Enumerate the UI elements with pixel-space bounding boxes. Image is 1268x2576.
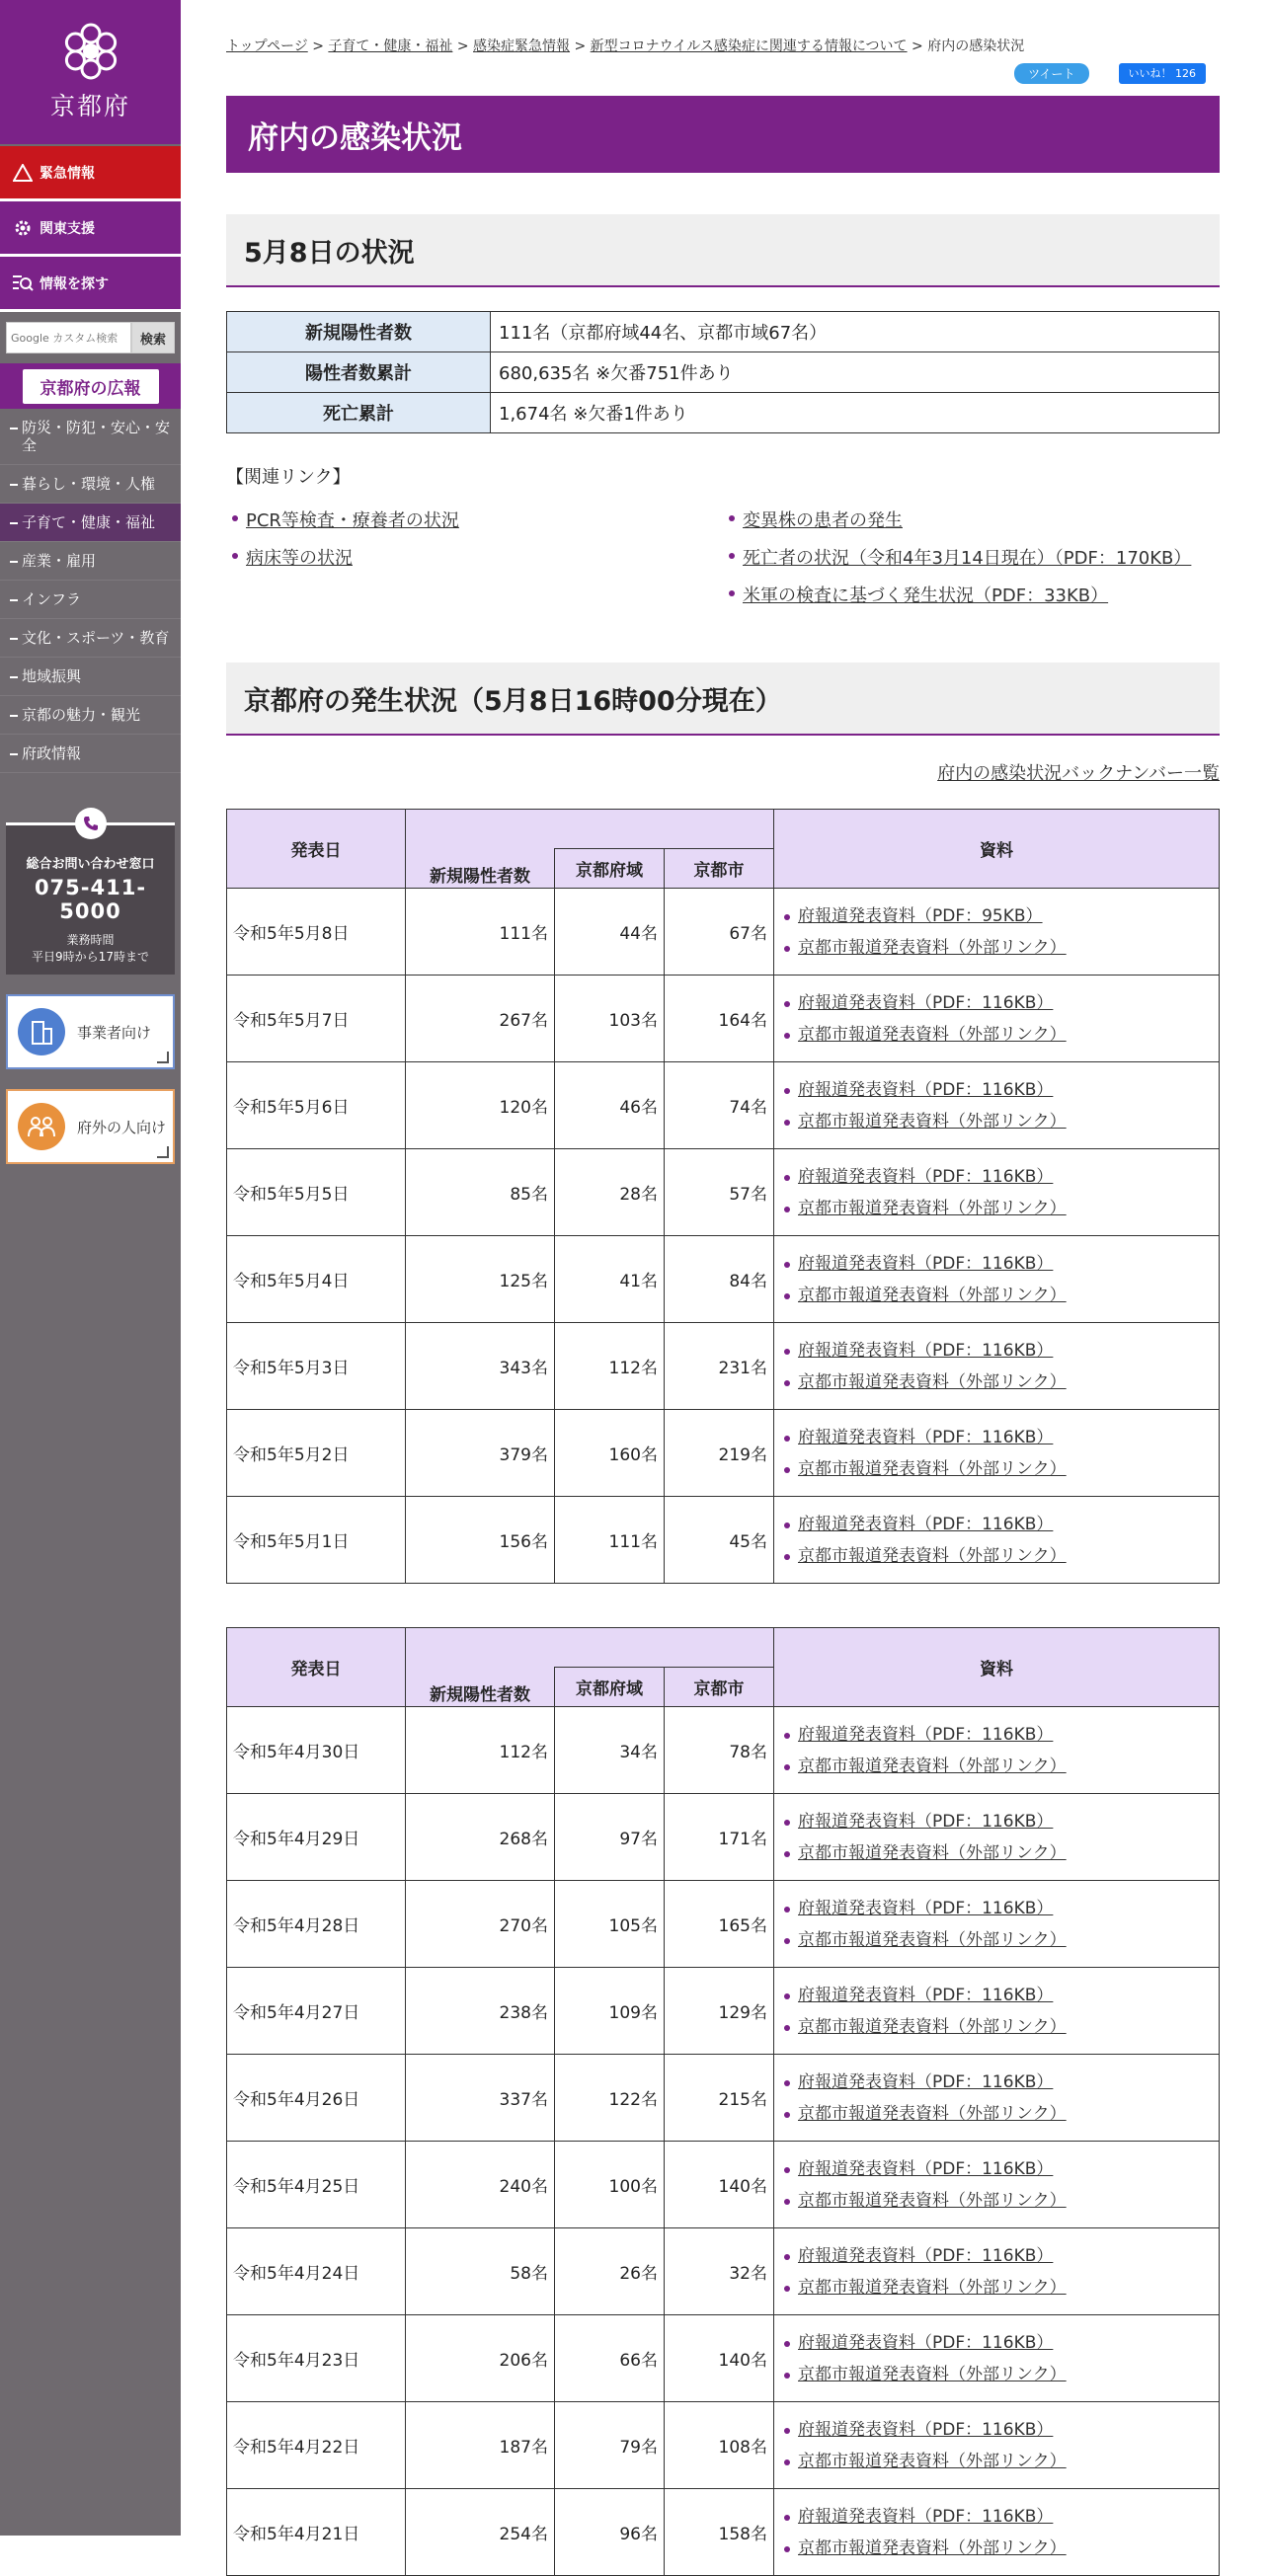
cell-date: 令和5年5月3日: [227, 1323, 406, 1410]
cell-docs: [774, 1410, 1220, 1497]
pref-press-link[interactable]: 府報道発表資料（PDF：116KB）: [782, 2501, 1218, 2533]
cell-total: 379名: [406, 1410, 555, 1497]
sidebar-item-culture[interactable]: 文化・スポーツ・教育: [0, 619, 181, 658]
breadcrumb-current: 府内の感染状況: [927, 39, 1025, 54]
cell-pref: 66名: [555, 2315, 665, 2402]
like-button[interactable]: いいね！ 126: [1119, 63, 1207, 84]
cell-city: 74名: [665, 1062, 774, 1149]
search-input[interactable]: [6, 322, 131, 353]
cell-city: 45名: [665, 1497, 774, 1584]
cell-docs: [774, 1062, 1220, 1149]
cell-date: 令和5年5月6日: [227, 1062, 406, 1149]
cell-city: 84名: [665, 1236, 774, 1323]
city-press-link[interactable]: 京都市報道発表資料（外部リンク）: [782, 932, 1218, 964]
table-row: [227, 1497, 1220, 1584]
city-press-link[interactable]: 京都市報道発表資料（外部リンク）: [782, 1193, 1218, 1224]
cell-total: 125名: [406, 1236, 555, 1323]
city-press-link[interactable]: 京都市報道発表資料（外部リンク）: [782, 2098, 1218, 2130]
table-row: [227, 1881, 1220, 1968]
city-press-link[interactable]: 京都市報道発表資料（外部リンク）: [782, 1280, 1218, 1311]
support-button[interactable]: [0, 201, 181, 257]
business-label: 事業者向け: [77, 1023, 152, 1042]
cell-city: 171名: [665, 1794, 774, 1881]
table-row: [227, 2142, 1220, 2228]
tweet-button[interactable]: ツイート: [1014, 63, 1088, 84]
pref-press-link[interactable]: 府報道発表資料（PDF：116KB）: [782, 2153, 1218, 2185]
contact-phone[interactable]: 075-411-5000: [34, 876, 147, 923]
cell-date: 令和5年4月27日: [227, 1968, 406, 2055]
city-press-link[interactable]: 京都市報道発表資料（外部リンク）: [782, 1453, 1218, 1485]
col-header-date: 発表日: [227, 810, 406, 889]
cell-total: 187名: [406, 2402, 555, 2489]
table-row: [227, 2315, 1220, 2402]
table-row: [227, 889, 1220, 976]
cell-city: 140名: [665, 2142, 774, 2228]
cell-city: 140名: [665, 2315, 774, 2402]
table-header-row: [227, 810, 1220, 849]
cell-pref: 105名: [555, 1881, 665, 1968]
table-row: [227, 2402, 1220, 2489]
pref-press-link[interactable]: 府報道発表資料（PDF：116KB）: [782, 2240, 1218, 2272]
table-row: [227, 1149, 1220, 1236]
cell-pref: 109名: [555, 1968, 665, 2055]
cell-docs: [774, 1323, 1220, 1410]
cell-total: 120名: [406, 1062, 555, 1149]
related-link[interactable]: 変異株の患者の発生: [723, 507, 1220, 532]
sidebar-item-industry[interactable]: 産業・雇用: [0, 542, 181, 581]
backnumber-link-wrap: [226, 759, 1220, 785]
cell-pref: 41名: [555, 1236, 665, 1323]
site-search: [6, 322, 175, 353]
related-link[interactable]: 病床等の状況: [226, 544, 723, 570]
cell-pref: 160名: [555, 1410, 665, 1497]
find-label: 情報を探す: [40, 275, 109, 292]
logo-text: 京都府: [49, 92, 130, 120]
pref-press-link[interactable]: 府報道発表資料（PDF：116KB）: [782, 2414, 1218, 2446]
backnumber-link[interactable]: 府内の感染状況バックナンバー一覧: [937, 763, 1220, 784]
cell-pref: 122名: [555, 2055, 665, 2142]
building-icon: [18, 1008, 65, 1055]
gear-icon: [12, 217, 34, 239]
table-row: [227, 2055, 1220, 2142]
cell-city: 215名: [665, 2055, 774, 2142]
kyoto-emblem-icon: [61, 22, 120, 81]
pref-press-link[interactable]: 府報道発表資料（PDF：116KB）: [782, 987, 1218, 1019]
city-press-link[interactable]: 京都市報道発表資料（外部リンク）: [782, 2185, 1218, 2217]
city-press-link[interactable]: 京都市報道発表資料（外部リンク）: [782, 1106, 1218, 1137]
city-press-link[interactable]: 京都市報道発表資料（外部リンク）: [782, 1019, 1218, 1051]
col-header-new: 新規陽性者数: [406, 849, 555, 889]
cell-docs: [774, 976, 1220, 1062]
cell-docs: [774, 1794, 1220, 1881]
cell-total: 270名: [406, 1881, 555, 1968]
cell-docs: [774, 2402, 1220, 2489]
table-row: [227, 2228, 1220, 2315]
cell-total: 206名: [406, 2315, 555, 2402]
cell-pref: 112名: [555, 1323, 665, 1410]
cell-city: 231名: [665, 1323, 774, 1410]
col-header-new: 新規陽性者数: [406, 1668, 555, 1707]
cell-city: 165名: [665, 1881, 774, 1968]
table-row: [227, 1410, 1220, 1497]
pref-press-link[interactable]: 府報道発表資料（PDF：116KB）: [782, 1161, 1218, 1193]
cell-pref: 28名: [555, 1149, 665, 1236]
cell-date: 令和5年5月5日: [227, 1149, 406, 1236]
cell-docs: [774, 1236, 1220, 1323]
related-links-left: [226, 507, 723, 619]
related-links: [226, 507, 1220, 619]
cell-date: 令和5年5月4日: [227, 1236, 406, 1323]
summary-table: [226, 311, 1220, 433]
emergency-info-button[interactable]: [0, 146, 181, 201]
cell-total: 268名: [406, 1794, 555, 1881]
cell-total: 111名: [406, 889, 555, 976]
related-link[interactable]: 死亡者の状況（令和4年3月14日現在）（PDF：170KB）: [723, 544, 1220, 570]
cell-city: 158名: [665, 2489, 774, 2576]
cell-total: 85名: [406, 1149, 555, 1236]
cell-city: 78名: [665, 1707, 774, 1794]
phone-icon: [75, 808, 107, 839]
cell-docs: [774, 1149, 1220, 1236]
contact-hours: 平日9時から17時まで: [32, 950, 149, 964]
related-link[interactable]: PCR等検査・療養者の状況: [226, 507, 723, 532]
city-press-link[interactable]: 京都市報道発表資料（外部リンク）: [782, 1540, 1218, 1572]
cell-pref: 46名: [555, 1062, 665, 1149]
cell-total: 240名: [406, 2142, 555, 2228]
city-press-link[interactable]: 京都市報道発表資料（外部リンク）: [782, 1366, 1218, 1398]
summary-row: 死亡累計 1,674名 ※欠番1件あり: [227, 393, 1220, 433]
breadcrumb-childcare[interactable]: 子育て・健康・福祉: [328, 39, 453, 54]
cell-total: 254名: [406, 2489, 555, 2576]
cell-pref: 111名: [555, 1497, 665, 1584]
city-press-link[interactable]: 京都市報道発表資料（外部リンク）: [782, 1924, 1218, 1956]
koho-label: 京都府の広報: [23, 369, 159, 404]
cell-date: 令和5年4月30日: [227, 1707, 406, 1794]
table-row: [227, 1236, 1220, 1323]
contact-hours-label: 業務時間: [66, 933, 115, 947]
cell-pref: 103名: [555, 976, 665, 1062]
city-press-link[interactable]: 京都市報道発表資料（外部リンク）: [782, 2359, 1218, 2390]
cell-date: 令和5年5月7日: [227, 976, 406, 1062]
summary-row: 新規陽性者数 111名（京都府域44名、京都市域67名）: [227, 312, 1220, 352]
col-header-docs: 資料: [774, 810, 1220, 889]
sidebar-item-safety[interactable]: 防災・防犯・安心・安全: [0, 409, 181, 465]
cell-date: 令和5年4月25日: [227, 2142, 406, 2228]
cell-pref: 100名: [555, 2142, 665, 2228]
table-row: [227, 976, 1220, 1062]
sidebar-item-childcare[interactable]: 子育て・健康・福祉: [0, 504, 181, 542]
related-links-heading: 【関連リンク】: [226, 467, 351, 488]
pref-press-link[interactable]: 府報道発表資料（PDF：116KB）: [782, 1893, 1218, 1924]
cell-city: 57名: [665, 1149, 774, 1236]
occurrence-heading: 京都府の発生状況（5月8日16時00分現在）: [226, 663, 1220, 736]
daily-table-april: [226, 1627, 1220, 2576]
status-heading: 5月8日の状況: [226, 214, 1220, 287]
city-press-link[interactable]: 京都市報道発表資料（外部リンク）: [782, 2272, 1218, 2303]
sidebar-item-tourism[interactable]: 京都の魅力・観光: [0, 696, 181, 735]
table-row: [227, 1062, 1220, 1149]
cell-docs: [774, 889, 1220, 976]
breadcrumb-top[interactable]: トップページ: [226, 39, 308, 54]
social-buttons: [226, 63, 1206, 84]
pref-press-link[interactable]: 府報道発表資料（PDF：95KB）: [782, 900, 1218, 932]
cell-pref: 34名: [555, 1707, 665, 1794]
cell-city: 67名: [665, 889, 774, 976]
pref-press-link[interactable]: 府報道発表資料（PDF：116KB）: [782, 1074, 1218, 1106]
cell-total: 112名: [406, 1707, 555, 1794]
cell-date: 令和5年4月22日: [227, 2402, 406, 2489]
pref-press-link[interactable]: 府報道発表資料（PDF：116KB）: [782, 1806, 1218, 1837]
col-header-pref: 京都府域: [555, 849, 665, 889]
pref-press-link[interactable]: 府報道発表資料（PDF：116KB）: [782, 2067, 1218, 2098]
contact-title: 総合お問い合わせ窓口: [26, 857, 155, 872]
site-logo[interactable]: [0, 0, 181, 144]
cell-total: 343名: [406, 1323, 555, 1410]
cell-city: 164名: [665, 976, 774, 1062]
cell-docs: [774, 1968, 1220, 2055]
city-press-link[interactable]: 京都市報道発表資料（外部リンク）: [782, 2011, 1218, 2043]
table-row: [227, 1707, 1220, 1794]
breadcrumb-covid[interactable]: 新型コロナウイルス感染症に関連する情報について: [590, 39, 908, 54]
col-header-city: 京都市: [665, 1668, 774, 1707]
related-links-right: [723, 507, 1220, 619]
cell-docs: [774, 2315, 1220, 2402]
cell-docs: [774, 2142, 1220, 2228]
outside-visitor-button[interactable]: [6, 1089, 175, 1164]
warning-icon: [12, 162, 34, 184]
summary-row: 陽性者数累計 680,635名 ※欠番751件あり: [227, 352, 1220, 393]
cell-total: 267名: [406, 976, 555, 1062]
sidebar: [0, 0, 181, 2536]
cell-date: 令和5年4月23日: [227, 2315, 406, 2402]
outside-label: 府外の人向け: [77, 1118, 167, 1136]
breadcrumb: トップページ > 子育て・健康・福祉 > 感染症緊急情報 > 新型コロナウイルス感染症に関連する情報について > 府内の感染状況: [226, 39, 1025, 54]
support-label: 関東支援: [40, 220, 95, 237]
cell-total: 238名: [406, 1968, 555, 2055]
table-row: [227, 2489, 1220, 2576]
related-link[interactable]: 米軍の検査に基づく発生状況（PDF：33KB）: [723, 582, 1220, 607]
find-info-button[interactable]: [0, 257, 181, 312]
cell-city: 219名: [665, 1410, 774, 1497]
cell-city: 129名: [665, 1968, 774, 2055]
table-row: [227, 1968, 1220, 2055]
main-content: [226, 0, 1220, 2576]
cell-pref: 79名: [555, 2402, 665, 2489]
daily-table-may: [226, 809, 1220, 1584]
cell-date: 令和5年5月8日: [227, 889, 406, 976]
city-press-link[interactable]: 京都市報道発表資料（外部リンク）: [782, 1837, 1218, 1869]
search-button[interactable]: 検索: [131, 322, 175, 353]
sidebar-item-regional[interactable]: 地域振興: [0, 658, 181, 696]
table-row: [227, 1794, 1220, 1881]
koho-banner[interactable]: [0, 363, 181, 409]
table-row: [227, 1323, 1220, 1410]
cell-docs: [774, 2228, 1220, 2315]
cell-date: 令和5年4月26日: [227, 2055, 406, 2142]
city-press-link[interactable]: 京都市報道発表資料（外部リンク）: [782, 2446, 1218, 2477]
cell-city: 108名: [665, 2402, 774, 2489]
sidebar-item-living[interactable]: 暮らし・環境・人権: [0, 465, 181, 504]
pref-press-link[interactable]: 府報道発表資料（PDF：116KB）: [782, 1719, 1218, 1751]
pref-press-link[interactable]: 府報道発表資料（PDF：116KB）: [782, 2327, 1218, 2359]
sidebar-nav: [0, 409, 181, 773]
cell-docs: [774, 2489, 1220, 2576]
cell-total: 156名: [406, 1497, 555, 1584]
city-press-link[interactable]: 京都市報道発表資料（外部リンク）: [782, 2533, 1218, 2564]
contact-box: [6, 822, 175, 975]
sidebar-item-infrastructure[interactable]: インフラ: [0, 581, 181, 619]
col-header-city: 京都市: [665, 849, 774, 889]
breadcrumb-infection[interactable]: 感染症緊急情報: [473, 39, 571, 54]
business-button[interactable]: [6, 994, 175, 1069]
cell-docs: [774, 2055, 1220, 2142]
city-press-link[interactable]: 京都市報道発表資料（外部リンク）: [782, 1751, 1218, 1782]
cell-docs: [774, 1881, 1220, 1968]
pref-press-link[interactable]: 府報道発表資料（PDF：116KB）: [782, 1335, 1218, 1366]
pref-press-link[interactable]: 府報道発表資料（PDF：116KB）: [782, 1422, 1218, 1453]
pref-press-link[interactable]: 府報道発表資料（PDF：116KB）: [782, 1980, 1218, 2011]
cell-pref: 97名: [555, 1794, 665, 1881]
cell-docs: [774, 1497, 1220, 1584]
search-menu-icon: [12, 273, 34, 294]
sidebar-item-government[interactable]: 府政情報: [0, 735, 181, 773]
cell-city: 32名: [665, 2228, 774, 2315]
pref-press-link[interactable]: 府報道発表資料（PDF：116KB）: [782, 1248, 1218, 1280]
cell-total: 337名: [406, 2055, 555, 2142]
cell-date: 令和5年4月28日: [227, 1881, 406, 1968]
cell-date: 令和5年4月24日: [227, 2228, 406, 2315]
people-icon: [18, 1103, 65, 1150]
col-header-pref: 京都府域: [555, 1668, 665, 1707]
emergency-label: 緊急情報: [40, 165, 95, 182]
cell-docs: [774, 1707, 1220, 1794]
cell-pref: 26名: [555, 2228, 665, 2315]
cell-pref: 96名: [555, 2489, 665, 2576]
page-title: 府内の感染状況: [226, 96, 1220, 173]
pref-press-link[interactable]: 府報道発表資料（PDF：116KB）: [782, 1509, 1218, 1540]
cell-total: 58名: [406, 2228, 555, 2315]
cell-date: 令和5年5月2日: [227, 1410, 406, 1497]
cell-date: 令和5年4月21日: [227, 2489, 406, 2576]
cell-pref: 44名: [555, 889, 665, 976]
table-header-row: [227, 1628, 1220, 1668]
cell-date: 令和5年5月1日: [227, 1497, 406, 1584]
cell-date: 令和5年4月29日: [227, 1794, 406, 1881]
col-header-docs: 資料: [774, 1628, 1220, 1707]
col-header-date: 発表日: [227, 1628, 406, 1707]
